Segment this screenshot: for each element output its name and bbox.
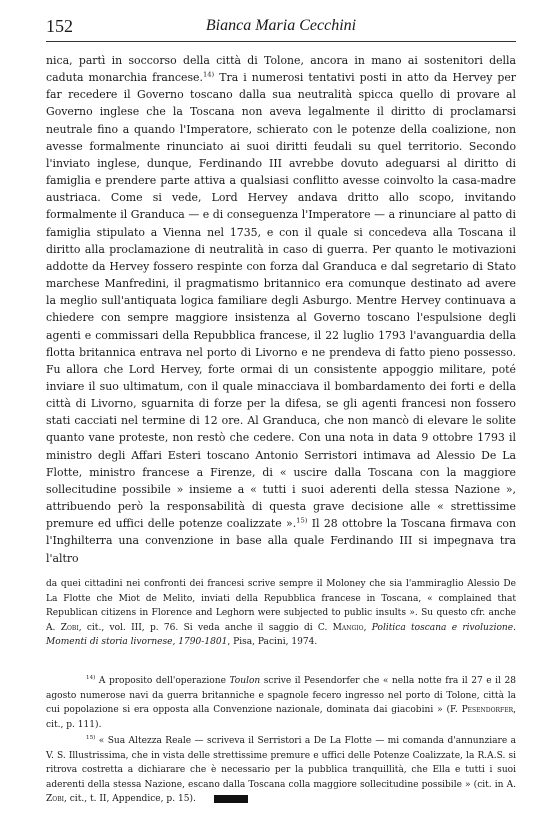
- author-name: Zobi: [46, 794, 64, 805]
- footnote-text: « Sua Altezza Reale — scriveva il Serristori a De La Flotte — mi comanda d'annunziare a V. S. Illustrissima, che in vista delle strettissime premure e uffici delle Potenze Coalizzate, la R.A.S. si ritrova costretta a dichiarare che è necessario per la pubblica tranquillità, che Ella e tutti i suoi aderenti della stessa Nazione, escano dalla Toscana colla maggiore sollecitudine possibile » (cit. in A.: [46, 736, 516, 790]
- footnote-ref-14: 14): [202, 70, 215, 79]
- footnote-continued-text: [46, 577, 516, 650]
- footnote-text: , cit., p. 111).: [46, 705, 516, 730]
- footnote-text: da quei cittadini nei confronti dei francesi scrive sempre il Moloney che sia l'ammiraglio Alessio De La Flotte che Miot de Melito, inviati della Repubblica francese in Toscana, « complained that Republican citizens in Florence and Leghorn were subjected to public insults ». Su questo cfr. anche A.: [46, 579, 516, 633]
- running-title: Bianca Maria Cecchini: [205, 17, 357, 34]
- body-text-2: Tra i numerosi tentativi posti in atto da Hervey per far recedere il Governo toscano dalla sua neutralità spicca quello di provare al Governo inglese che la Toscana non aveva legalmente il diritto di proclamarsi neutrale fino a quando l'Imperatore, schierato con le potenze della coalizione, non avesse formalmente rinunciato ai suoi diritti feudali su quel territorio. Secondo l'inviato inglese, dunque, Ferdinando III avrebbe dovuto adeguarsi al diritto di famiglia e prendere parte attiva a qualsiasi conflitto avesse coinvolto la casa-madre austriaca. Come si vede, Lord Hervey andava dritto allo scopo, invitando formalmente il Granduca — e di conseguenza l'Imperatore — a rinunciare al patto di famiglia stipulato a Vienna nel 1735, e con il quale si concedeva alla Toscana il diritto alla proclamazione di neutralità in caso di guerra. Per quanto le motivazioni addotte da Hervey fossero respinte con forza dal Granduca e dal segretario di Stato marchese Manfredini, il pragmatismo britannico era comunque destinato ad avere la meglio sull'antiquata logica familiare degli Asburgo. Mentre Hervey continuava a chiedere con sempre maggiore insistenza al Governo toscano l'espulsione degli agenti e commissari della Repubblica francese, il 22 luglio 1793 l'avanguardia della flotta britannica entrava nel porto di Livorno e ne prendeva di fatto pieno possesso. Fu allora che Lord Hervey, forte ormai di un consistente appoggio militare, poté inviare il suo ultimatum, con il quale minacciava il bombardamento dei forti e della città di Livorno, sguarnita di forze per la difesa, se gli agenti francesi non fossero stati cacciati nel termine di 12 ore. Al Granduca, che non mancò di elevare le solite quanto vane proteste, non restò che cedere. Con una nota in data 9 ottobre 1793 il ministro degli Affari Esteri toscano Antonio Serristori intimava ad Alessio De La Flotte, ministro francese a Firenze, di « uscire dalla Toscana con la maggiore sollecitudine possibile » insieme a « tutti i suoi aderenti della stessa Nazione », attribuendo però la responsabilità di questa grave decisione alle « strettissime premure ed uffici delle potenze coalizzate ».: [46, 71, 516, 531]
- ink-mark: [214, 795, 248, 803]
- body-text-3: Il 28 ottobre la Toscana firmava con l'Inghilterra una convenzione in base alla quale Ferdinando III si impegnava tra l'altro: [46, 517, 517, 565]
- author-name: Pesendorfer: [461, 705, 514, 716]
- footnote-ref-15: 15): [296, 516, 308, 525]
- author-name: Mangio: [332, 622, 364, 633]
- footnote-14: [46, 674, 516, 732]
- footnote-text: scrive il Pesendorfer che « nella notte fra il 27 e il 28 agosto numerose navi da guerra britanniche e spagnole fecero ingresso nel porto di Tolone, città la cui popolazione si era opposta alla Convenzione nazionale, dominata dai giacobini » (F.: [46, 676, 516, 716]
- author-name: Zobi: [60, 622, 79, 633]
- footnote-marker: 14): [86, 674, 96, 681]
- footnote-14-text: [46, 674, 516, 732]
- header-rule: [46, 41, 516, 42]
- footnote-text: ,: [363, 622, 372, 633]
- page-header: [46, 14, 516, 42]
- footnote-text: A proposito dell'operazione: [95, 676, 230, 686]
- body-text-1: nica, partì in soccorso della città di Tolone, ancora in mano ai sostenitori della caduta monarchia francese.: [46, 54, 516, 85]
- footnote-15-text: [46, 734, 516, 807]
- footnote-15: [46, 734, 516, 807]
- footnote-continuation: [46, 577, 516, 650]
- page-number: 152: [46, 16, 73, 36]
- footnote-marker: 15): [86, 734, 96, 741]
- body-paragraph: [46, 52, 516, 567]
- footnote-text: , cit., t. II, Appendice, p. 15).: [63, 794, 196, 805]
- footnote-text: , Pisa, Pacini, 1974.: [227, 637, 318, 648]
- operation-name: Toulon: [229, 676, 261, 686]
- main-text: [46, 52, 516, 567]
- footnote-text: , cit., vol. III, p. 76. Si veda anche il saggio di C.: [78, 622, 333, 633]
- work-title: Politica toscana e rivoluzione. Momenti di storia livornese, 1790-1801: [46, 622, 516, 648]
